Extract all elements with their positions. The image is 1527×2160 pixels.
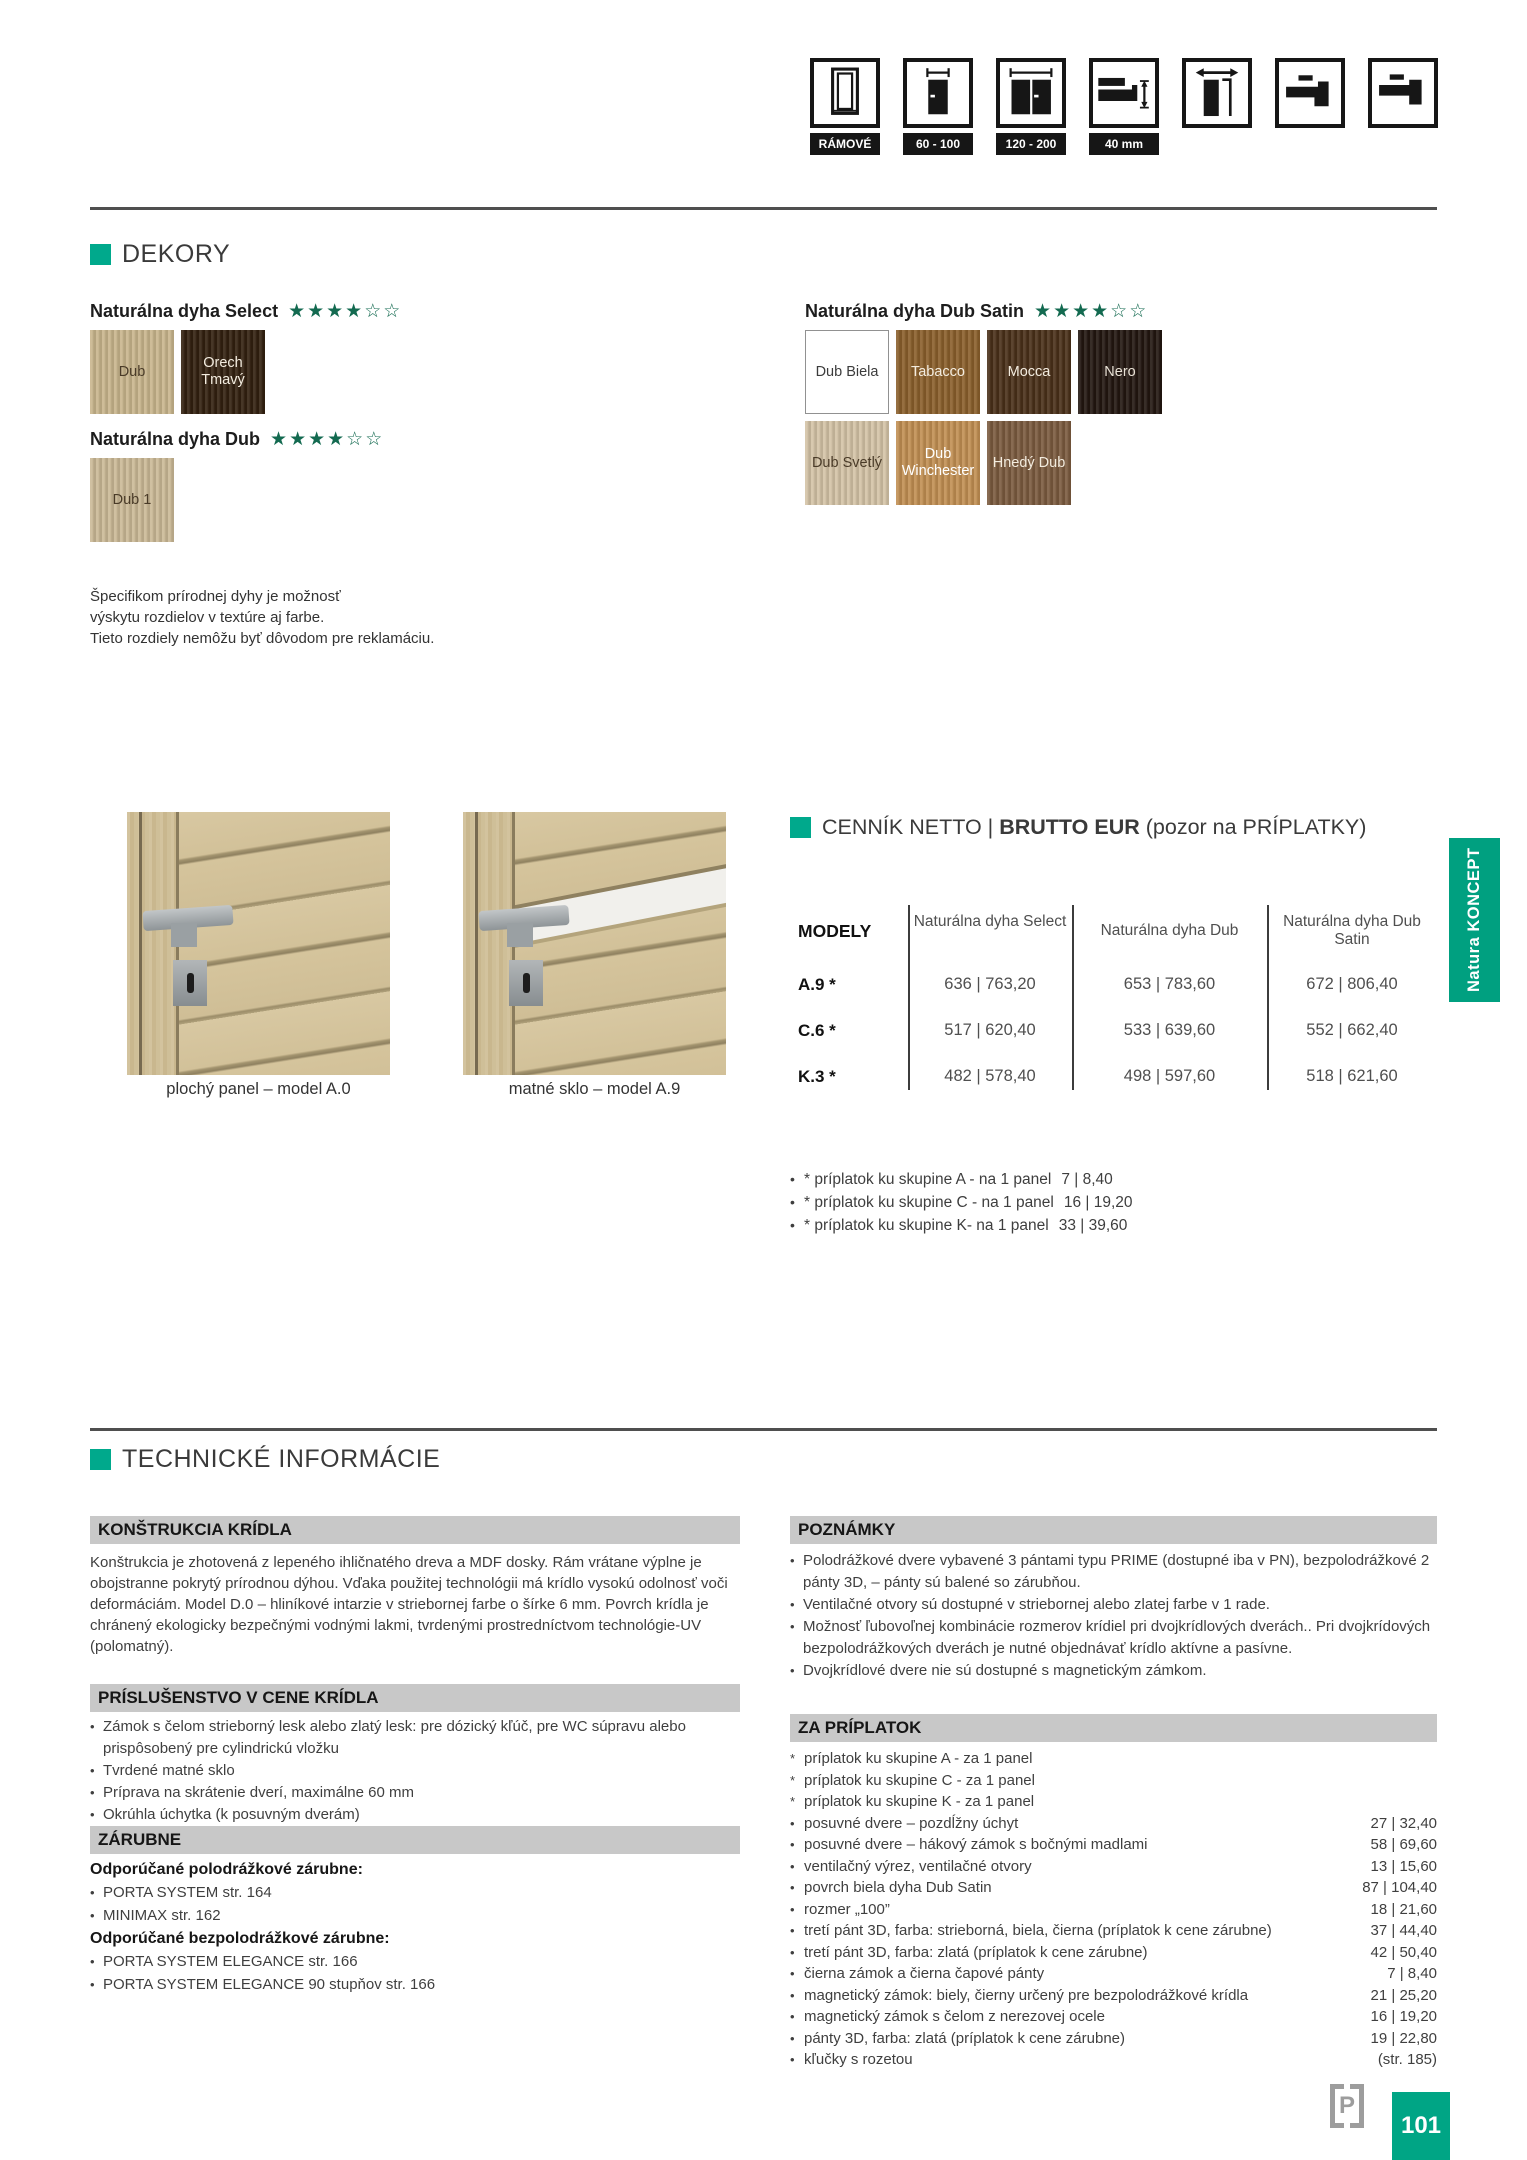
bullet-icon: • [90,1885,95,1900]
header-poznamky: POZNÁMKY [790,1516,1437,1544]
surcharge-text: posuvné dvere – pozdĺžny úchyt [804,1814,1019,1832]
price-cell: 533 | 639,60 [1123,1021,1216,1039]
poznamky-list [790,1550,1437,1682]
bullet-icon: • [90,1807,95,1822]
bullet-icon: • [790,2030,795,2046]
surcharge-row [790,1791,1437,1813]
header-zarubne: ZÁRUBNE [90,1826,740,1854]
list-item [90,1950,740,1973]
model-c6: C.6 * [798,1021,836,1040]
list-item-text: PORTA SYSTEM str. 164 [103,1884,272,1901]
surcharge-text: pánty 3D, farba: zlatá (príplatok k cene zárubne) [804,2029,1126,2047]
footnote-price: 33 | 39,60 [1058,1217,1128,1234]
swatch-mocca [987,330,1071,414]
swatch-label: Dub Winchester [901,446,975,479]
surcharge-text: magnetický zámok s čelom z nerezovej ocele [804,2008,1105,2025]
bullet-icon: • [790,1987,795,2003]
surcharge-price: 19 | 22,80 [1370,2029,1437,2047]
keyhole-escutcheon-icon [509,960,543,1006]
swatch-label: Dub Svetlý [811,454,883,471]
surcharge-text: kľučky s rozetou [804,2051,913,2068]
swatch-label: Tabacco [910,363,965,380]
swatch-label: Dub 1 [112,491,152,508]
surcharge-row [790,1920,1437,1942]
list-item-text: Tvrdené matné sklo [103,1762,235,1779]
list-item-text: Polodrážkové dvere vybavené 3 pántami typu PRIME (dostupné iba v PN), bezpolodrážkové 2 pánty 3D, – pánty sú balené so zárubňou. [803,1552,1430,1591]
list-item [90,1760,740,1782]
price-cell: 636 | 763,20 [944,975,1036,993]
surcharge-text: povrch biela dyha Dub Satin [804,1879,992,1896]
surcharge-text: tretí pánt 3D, farba: zlatá (príplatok k cene zárubne) [804,1943,1148,1961]
bullet-icon: • [790,1597,795,1612]
surcharge-price: 37 | 44,40 [1370,1922,1437,1939]
model-k3: K.3 * [798,1067,836,1086]
surcharge-row [790,1834,1437,1856]
bullet-icon: • [790,1880,795,1895]
header-konstrukcia-kridla: KONŠTRUKCIA KRÍDLA [90,1516,740,1544]
surcharge-row [790,2028,1437,2050]
surcharge-text: príplatok ku skupine C - za 1 panel [804,1771,1035,1789]
list-item [790,1550,1437,1594]
disclaimer-line: výskytu rozdielov v textúre aj farbe. [90,609,325,626]
bullet-icon: • [90,1954,95,1969]
door-handle-plate [171,923,197,947]
header-za-priplatok: ZA PRÍPLATOK [790,1714,1437,1742]
group-dubsatin-heading [805,300,1148,323]
door-frame-gap [139,812,142,1075]
surcharge-price: 27 | 32,40 [1370,1814,1437,1832]
price-cell: 672 | 806,40 [1306,975,1398,993]
bullet-icon: • [790,1837,795,1852]
footnote-text: * príplatok ku skupine A - na 1 panel [804,1171,1052,1188]
za-priplatok-list [790,1748,1437,2071]
rating-stars: ★★★★☆☆ [288,301,403,322]
bullet-icon: • [90,1719,95,1734]
group-select-title: Naturálna dyha Select [90,301,279,321]
double-door-width-icon [996,58,1066,128]
tech-bullet-square [90,1449,111,1470]
surcharge-text: ventilačný výrez, ventilačné otvory [804,1857,1032,1875]
price-cell: 518 | 621,60 [1306,1067,1398,1085]
swatch-dub [90,330,174,414]
konstrukcia-body: Konštrukcia je zhotovená z lepeného ihličnatého dreva a MDF dosky. Rám vrátane výplne je obojstranne pokrytý prírodnou dýhou. Vďaka použitej technológii má krídlo vysokú odolnosť voči deformáciám. Model D.0 – hliníkové intarzie v striebornej farbe o šírke 6 mm. Povrch krídla je chránený ekologicky bezpečnými vodnými lakmi, tvrdenými prostredníctvom technológie-UV (polomatný). [90,1554,728,1655]
footnote-row [790,1214,1437,1237]
bullet-icon: • [790,1815,795,1831]
col-header-dub: Naturálna dyha Dub [1100,922,1239,939]
bullet-icon: • [790,1217,795,1233]
bullet-icon: • [790,2052,795,2067]
surcharge-row [790,2049,1437,2071]
swatch-tabacco [896,330,980,414]
surcharge-text: čierna zámok a čierna čapové pánty [804,1965,1045,1982]
surcharge-row [790,1985,1437,2007]
price-cell: 498 | 597,60 [1123,1067,1216,1085]
surcharge-price: 42 | 50,40 [1370,1943,1437,1961]
prislusenstvo-list [90,1716,740,1826]
surcharge-text: rozmer „100” [804,1900,890,1918]
rating-stars: ★★★★☆☆ [1034,301,1149,322]
swatch-dub-svetly [805,421,889,505]
list-item-text: Možnosť ľubovoľnej kombinácie rozmerov krídiel pri dvojkrídlových dverách.. Pri dvojkrídových bezpolodrážkových dverách je nutné objednávať krídlo aktívne a pasívne. [803,1618,1431,1657]
door-handle-plate [507,923,533,947]
veneer-disclaimer [90,586,434,649]
list-item-text: Zámok s čelom strieborný lesk alebo zlatý lesk: pre dózický kľúč, pre WC súpravu alebo prispôsobený pre cylindrickú vložku [103,1718,686,1757]
bullet-icon: * [790,1751,796,1766]
tech-section-title: TECHNICKÉ INFORMÁCIE [122,1445,441,1473]
surcharge-price: 87 | 104,40 [1362,1879,1437,1896]
divider-top [90,207,1437,210]
surcharge-row [790,1770,1437,1792]
header-prislusenstvo: PRÍSLUŠENSTVO V CENE KRÍDLA [90,1684,740,1712]
list-item [790,1594,1437,1616]
page-number-badge: 101 [1392,2092,1450,2160]
surcharge-price: 7 | 8,40 [1387,1965,1437,1982]
list-item [90,1782,740,1804]
zarubne-list [90,1858,740,1996]
footnote-row [790,1168,1437,1191]
swatch-dub-winchester [896,421,980,505]
swatch-label: Orech Tmavý [201,355,245,388]
group-select-heading [90,300,402,323]
door-caption-a0: plochý panel – model A.0 [166,1080,351,1098]
side-tab-natura-koncept: Natura KONCEPT [1449,838,1500,1002]
swatch-label: Dub Biela [815,363,879,380]
dekory-bullet-square [90,244,111,265]
dekory-section-title: DEKORY [122,240,231,268]
bullet-icon: • [790,1944,795,1960]
disclaimer-line: Tieto rozdiely nemôžu byť dôvodom pre reklamáciu. [90,630,435,647]
footnote-price: 16 | 19,20 [1063,1194,1133,1211]
swatch-nero [1078,330,1162,414]
swatch-label: Dub [118,363,146,380]
bullet-icon: • [90,1908,95,1923]
price-cell: 552 | 662,40 [1306,1021,1398,1039]
list-item [90,1904,740,1927]
door-photo-matte-glass [463,812,726,1075]
surcharge-text: príplatok ku skupine A - za 1 panel [804,1750,1033,1767]
group-dub-title: Naturálna dyha Dub [90,429,261,449]
surcharge-price: (str. 185) [1377,2051,1437,2068]
list-item-text: Príprava na skrátenie dverí, maximálne 60 mm [103,1784,414,1801]
cennik-section-title [822,815,1366,840]
surcharge-text: magnetický zámok: biely, čierny určený pre bezpolodrážkové krídla [804,1986,1249,2004]
list-item-text: MINIMAX str. 162 [103,1907,221,1924]
icon-label-ramove: RÁMOVÉ [810,133,880,155]
swatch-dub1 [90,458,174,542]
footnote-price: 7 | 8,40 [1061,1171,1113,1188]
table-divider [908,905,910,1090]
surcharge-row [790,1899,1437,1921]
swatch-label: Nero [1104,363,1136,380]
surcharge-row [790,2006,1437,2028]
bullet-icon: • [790,2009,795,2024]
sliding-door-icon [1182,58,1252,128]
porta-logo: P [1330,2084,1364,2128]
group-dubsatin-title: Naturálna dyha Dub Satin [805,301,1025,321]
door-photo-flat-panel [127,812,390,1075]
col-header-select: Naturálna dyha Select [913,913,1067,930]
rebated-leaf-icon [1275,58,1345,128]
frame-icon [810,58,880,128]
surcharge-price: 21 | 25,20 [1370,1986,1437,2004]
footnote-text: * príplatok ku skupine K- na 1 panel [804,1217,1049,1234]
door-panels [179,812,390,1075]
price-cell: 517 | 620,40 [944,1021,1036,1039]
list-item-text: Ventilačné otvory sú dostupné v striebornej alebo zlatej farbe v 1 rade. [803,1596,1270,1613]
bullet-icon: • [790,1966,795,1981]
surcharge-price: 18 | 21,60 [1370,1900,1437,1918]
surcharge-row [790,1748,1437,1770]
list-item [90,1804,740,1826]
bullet-icon: * [790,1772,796,1788]
bullet-icon: • [90,1763,95,1778]
col-header-dubsatin: Naturálna dyha Dub Satin [1283,913,1421,948]
cennik-title-suffix: (pozor na PRÍPLATKY) [1139,815,1367,839]
col-header-modely: MODELY [798,921,872,941]
swatch-hnedy-dub [987,421,1071,505]
surcharge-row [790,1856,1437,1878]
bullet-icon: • [790,1923,795,1938]
price-cell: 653 | 783,60 [1123,975,1216,993]
bullet-icon: • [790,1553,795,1568]
non-rebated-leaf-icon [1368,58,1438,128]
zarubne-sub2: Odporúčané bezpolodrážkové zárubne: [90,1930,390,1947]
bullet-icon: • [790,1171,795,1187]
cennik-title-prefix: CENNÍK NETTO | [822,815,1000,839]
footnote-row [790,1191,1437,1214]
zarubne-sub1: Odporúčané polodrážkové zárubne: [90,1861,363,1878]
swatch-dub-biela [805,330,889,414]
icon-label-120-200: 120 - 200 [996,133,1066,155]
list-item-text: PORTA SYSTEM ELEGANCE 90 stupňov str. 166 [103,1976,436,1993]
disclaimer-line: Špecifikom prírodnej dyhy je možnosť [90,588,341,605]
surcharge-row [790,1877,1437,1899]
model-a9: A.9 * [798,975,836,994]
surcharge-price: 13 | 15,60 [1370,1857,1437,1875]
door-frame-gap [475,812,478,1075]
divider-middle [90,1428,1437,1431]
surcharge-price: 16 | 19,20 [1370,2008,1437,2025]
surcharge-text: posuvné dvere – hákový zámok s bočnými madlami [804,1836,1148,1853]
footnote-text: * príplatok ku skupine C - na 1 panel [804,1194,1054,1211]
door-panels [515,812,726,1075]
bullet-icon: • [90,1977,95,1992]
list-item [90,1716,740,1760]
price-table [790,905,1437,1095]
list-item-text: Okrúhla úchytka (k posuvným dverám) [103,1806,360,1823]
list-item-text: Dvojkrídlové dvere nie sú dostupné s magnetickým zámkom. [803,1662,1207,1679]
surcharge-text: tretí pánt 3D, farba: strieborná, biela, čierna (príplatok k cene zárubne) [804,1922,1272,1939]
bullet-icon: • [790,1858,795,1874]
icon-label-60-100: 60 - 100 [903,133,973,155]
list-item [90,1881,740,1904]
bullet-icon: • [790,1901,795,1917]
cennik-title-bold: BRUTTO EUR [999,815,1140,839]
surcharge-text: príplatok ku skupine K - za 1 panel [804,1793,1035,1810]
list-item-text: PORTA SYSTEM ELEGANCE str. 166 [103,1953,358,1970]
list-item [790,1616,1437,1660]
surcharge-row [790,1942,1437,1964]
swatch-label: Mocca [1007,363,1051,380]
bullet-icon: • [790,1663,795,1678]
bullet-icon: • [790,1619,795,1634]
bullet-icon: * [790,1794,796,1809]
door-thickness-icon [1089,58,1159,128]
price-footnotes [790,1168,1437,1237]
surcharge-row [790,1813,1437,1835]
bullet-icon: • [790,1194,795,1210]
bullet-icon: • [90,1785,95,1800]
door-caption-a9: matné sklo – model A.9 [508,1080,681,1098]
surcharge-row [790,1963,1437,1985]
group-dub-heading [90,428,384,451]
keyhole-escutcheon-icon [173,960,207,1006]
list-item [90,1973,740,1996]
price-cell: 482 | 578,40 [944,1067,1036,1085]
single-door-width-icon [903,58,973,128]
list-item [790,1660,1437,1682]
icon-label-40mm: 40 mm [1089,133,1159,155]
surcharge-price: 58 | 69,60 [1370,1836,1437,1853]
swatch-label: Hnedý Dub [992,454,1066,471]
swatch-orech-tmavy [181,330,265,414]
rating-stars: ★★★★☆☆ [270,429,385,450]
cennik-bullet-square [790,817,811,838]
